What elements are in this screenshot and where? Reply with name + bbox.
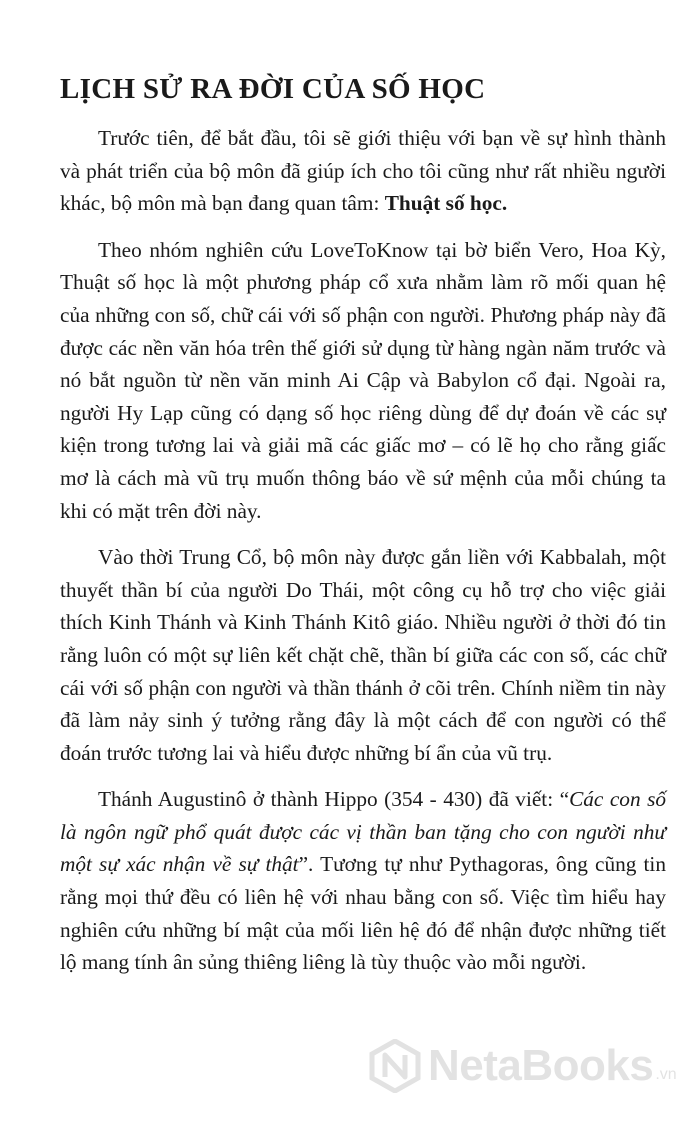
paragraph-4 (60, 783, 666, 979)
watermark-suffix: .vn (655, 1066, 677, 1083)
document-page (60, 70, 666, 993)
paragraph-4-intro: Thánh Augustinô ở thành Hippo (354 - 430) đã viết: “ (98, 787, 570, 812)
watermark-brand: NetaBooks (428, 1041, 654, 1090)
paragraph-1-text: Trước tiên, để bắt đầu, tôi sẽ giới thiệu với bạn về sự hình thành và phát triển của bộ môn đã giúp ích cho tôi cũng như rất nhiều người khác, bộ môn mà bạn đang quan tâm: (60, 126, 666, 216)
paragraph-3: Vào thời Trung Cổ, bộ môn này được gắn liền với Kabbalah, một thuyết thần bí của người Do Thái, một công cụ hỗ trợ cho việc giải thích Kinh Thánh và Kinh Thánh Kitô giáo. Nhiều người ở thời đó tin rằng luôn có một sự liên kết chặt chẽ, thần bí giữa các con số, các chữ cái với số phận con người và thần thánh ở cõi trên. Chính niềm tin này đã làm nảy sinh ý tưởng rằng đây là một cách để con người có thể đoán trước tương lai và hiểu được những bí ẩn của vũ trụ. (60, 545, 666, 765)
paragraph-2: Theo nhóm nghiên cứu LoveToKnow tại bờ biển Vero, Hoa Kỳ, Thuật số học là một phương pháp cổ xưa nhằm làm rõ mối quan hệ của những con số, chữ cái với số phận con người. Phương pháp này đã được các nền văn hóa trên thế giới sử dụng từ hàng ngàn năm trước và nó bắt nguồn từ nền văn minh Ai Cập và Babylon cổ đại. Ngoài ra, người Hy Lạp cũng có dạng số học riêng dùng để dự đoán về các sự kiện trong tương lai và giải mã các giấc mơ – có lẽ họ cho rằng giấc mơ là cách mà vũ trụ muốn thông báo về sứ mệnh của mỗi chúng ta khi có mặt trên đời này. (60, 237, 666, 523)
paragraph-1-bold-term: Thuật số học. (384, 191, 508, 216)
netabooks-watermark (368, 1036, 677, 1096)
netabooks-logo-icon (368, 1039, 422, 1093)
paragraph-4-rest: ”. Tương tự như Pythagoras, ông cũng tin rằng mọi thứ đều có liên hệ với nhau bằng con số. Việc tìm hiểu hay nghiên cứu những bí mật của mối liên hệ đó để nhận được những tiết lộ mang tính ân sủng thiêng liêng là tùy thuộc vào mỗi người. (60, 852, 666, 975)
paragraph-4-quote: Các con số là ngôn ngữ phổ quát được các vị thần ban tặng cho con người như một sự xác nhận về sự thật (60, 787, 667, 877)
page-title: LỊCH SỬ RA ĐỜI CỦA SỐ HỌC (60, 73, 486, 105)
paragraph-1 (60, 122, 666, 220)
